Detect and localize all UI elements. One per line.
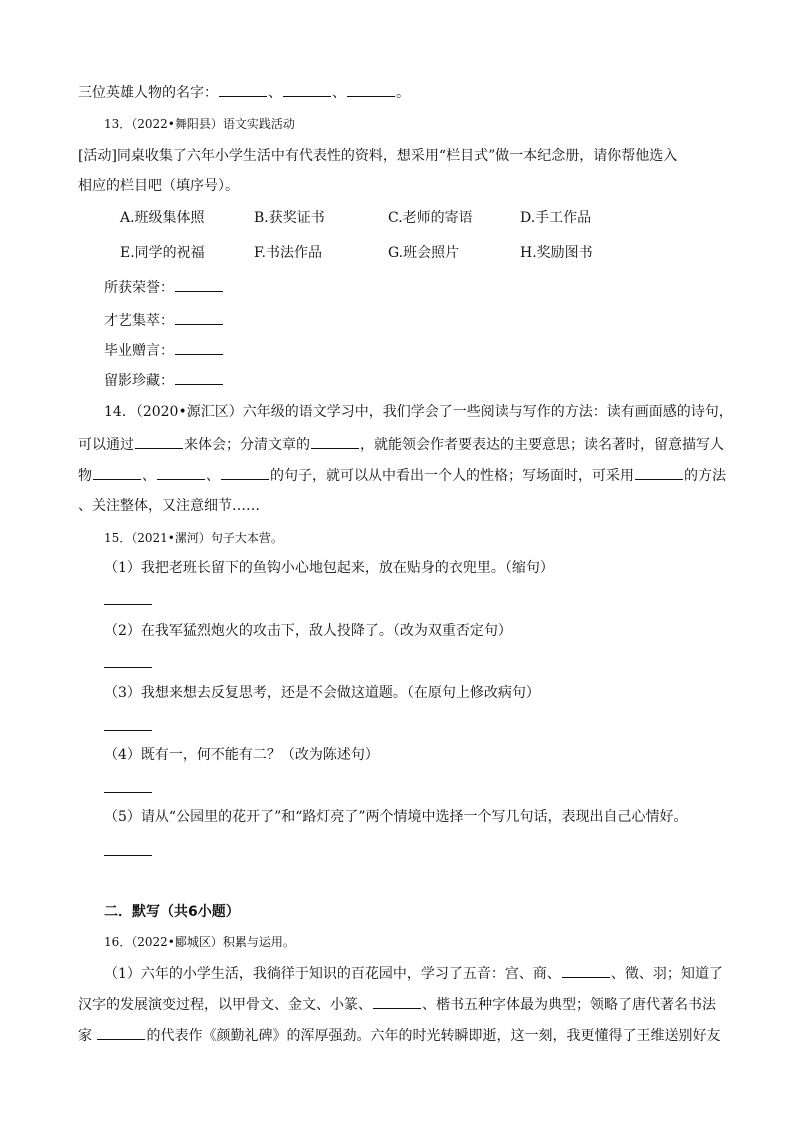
option-h: H.奖励图书 (520, 245, 593, 261)
answer-line[interactable] (104, 791, 152, 793)
text: 来体会；分清文章的 (184, 437, 310, 453)
option-c: C.老师的寄语 (388, 210, 473, 226)
option-f: F.书法作品 (254, 245, 322, 261)
answer-blank[interactable] (219, 82, 267, 97)
q16-line3 (78, 1025, 720, 1046)
field-honors (104, 277, 224, 298)
q15-item-5: （5）请从“公园里的花开了”和“路灯亮了”两个情境中选择一个写几句话，表现出自己心情好。 (104, 809, 688, 825)
answer-blank[interactable] (135, 434, 183, 449)
q13-line2: 相应的栏目吧（填序号）。 (78, 178, 239, 194)
text: 、徵、羽；知道了 (610, 966, 723, 982)
text: 的代表作《颜勤礼碑》的浑厚强劲。六年的时光转瞬即逝，这一刻，我更懂得了王维送别好友 (146, 1028, 721, 1044)
text: 物 (78, 468, 92, 484)
option-b: B.获奖证书 (254, 210, 325, 226)
q15-item-4: （4）既有一，何不能有二？（改为陈述句） (104, 747, 379, 763)
q15-item-2: （2）在我军猛烈炮火的攻击下，敌人投降了。（改为双重否定句） (104, 623, 512, 639)
heroes-line (78, 82, 410, 103)
field-label: 留影珍藏： (104, 373, 174, 389)
text: 家 (78, 1028, 97, 1044)
answer-line[interactable] (104, 854, 152, 856)
text: 、 (206, 468, 220, 484)
q14-line1: 14．（2020•源汇区）六年级的语文学习中，我们学会了一些阅读与写作的方法：读有画面感的诗句， (104, 404, 733, 420)
answer-blank[interactable] (221, 465, 269, 480)
answer-blank[interactable] (283, 82, 331, 97)
separator: 、 (268, 85, 282, 101)
answer-blank[interactable] (175, 370, 223, 385)
answer-blank[interactable] (175, 310, 223, 325)
option-d: D.手工作品 (520, 210, 592, 226)
field-talent (104, 310, 224, 331)
field-photos (104, 370, 224, 391)
answer-line[interactable] (104, 603, 152, 605)
option-e: E.同学的祝福 (120, 245, 205, 261)
text: （1）六年的小学生活，我徜徉于知识的百花园中，学习了五音：宫、商、 (104, 966, 561, 982)
answer-blank[interactable] (635, 465, 683, 480)
q16-line1 (104, 963, 723, 984)
q14-line3 (78, 465, 726, 486)
heroes-text: 三位英雄人物的名字： (78, 85, 218, 101)
q15-heading: 15．（2021•漯河）句子大本营。 (104, 531, 283, 545)
field-label: 所获荣誉： (104, 280, 174, 296)
text: 、楷书五种字体最为典型；领略了唐代著名书法 (422, 997, 716, 1013)
q16-line2 (78, 994, 716, 1015)
q16-heading: 16．（2022•郾城区）积累与运用。 (104, 935, 295, 949)
option-g: G.班会照片 (388, 245, 460, 261)
answer-blank[interactable] (562, 963, 610, 978)
answer-blank[interactable] (175, 340, 223, 355)
q13-heading: 13．（2022•舞阳县）语文实践活动 (104, 117, 295, 131)
q14-line2 (78, 434, 724, 455)
q15-item-3: （3）我想来想去反复思考，还是不会做这道题。（在原句上修改病句） (104, 685, 540, 701)
answer-line[interactable] (104, 729, 152, 731)
answer-blank[interactable] (157, 465, 205, 480)
q15-item-1: （1）我把老班长留下的鱼钩小心地包起来，放在贴身的衣兜里。（缩句） (104, 560, 554, 576)
text: 的方法 (684, 468, 726, 484)
field-label: 才艺集萃： (104, 313, 174, 329)
answer-blank[interactable] (311, 434, 359, 449)
q14-line4: 、关注整体，又注意细节…… (78, 498, 260, 514)
answer-blank[interactable] (97, 1025, 145, 1040)
answer-blank[interactable] (373, 994, 421, 1009)
q13-line1: [活动]同桌收集了六年小学生活中有代表性的资料，想采用“栏目式”做一本纪念册，请你帮他选入 (78, 148, 678, 164)
answer-blank[interactable] (93, 465, 141, 480)
text: ，就能领会作者要表达的主要意思；读名著时，留意描写人 (360, 437, 724, 453)
answer-blank[interactable] (347, 82, 395, 97)
answer-line[interactable] (104, 666, 152, 668)
field-farewell (104, 340, 224, 361)
answer-blank[interactable] (175, 277, 223, 292)
text: 汉字的发展演变过程，以甲骨文、金文、小篆、 (78, 997, 372, 1013)
option-a: A.班级集体照 (120, 210, 205, 226)
text: 可以通过 (78, 437, 134, 453)
field-label: 毕业赠言： (104, 343, 174, 359)
section-title: 二．默写（共6小题） (104, 904, 240, 920)
separator: 、 (332, 85, 346, 101)
text: 的句子，就可以从中看出一个人的性格；写场面时，可采用 (270, 468, 634, 484)
text: 、 (142, 468, 156, 484)
period: 。 (396, 85, 410, 101)
